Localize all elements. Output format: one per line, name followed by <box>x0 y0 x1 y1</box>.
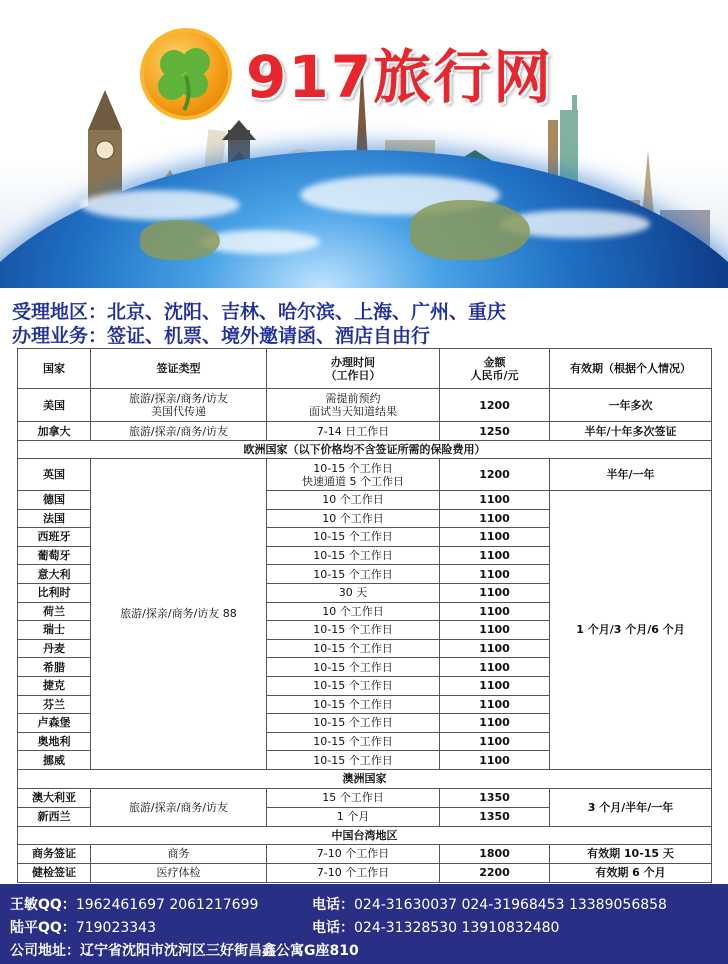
brand-title: 917旅行网 <box>246 43 554 111</box>
services-label: 办理业务： <box>12 325 108 347</box>
amount-cell: 1100 <box>440 509 550 528</box>
header-time <box>267 349 440 389</box>
time-cell: 30 天 <box>267 583 440 602</box>
amount-cell: 1100 <box>440 676 550 695</box>
contact-footer <box>0 884 728 964</box>
address-label: 公司地址： <box>10 943 80 959</box>
validity-cell: 有效期 10-15 天 <box>550 844 712 863</box>
phone-label: 电话： <box>312 897 354 913</box>
time-cell: 10-15 个工作日 <box>267 639 440 658</box>
country-cell: 加拿大 <box>18 422 91 441</box>
services-value: 签证、机票、境外邀请函、酒店自由行 <box>107 325 431 347</box>
amount-cell: 1100 <box>440 621 550 640</box>
header-country: 国家 <box>18 349 91 389</box>
amount-cell: 1350 <box>440 788 550 807</box>
country-cell: 德国 <box>18 491 91 510</box>
phone-values: 024-31328530 13910832480 <box>354 920 560 936</box>
address-value: 辽宁省沈阳市沈河区三好街昌鑫公寓G座810 <box>80 943 359 959</box>
table-row <box>18 844 712 863</box>
country-cell: 美国 <box>18 389 91 422</box>
country-cell: 西班牙 <box>18 528 91 547</box>
time-line: 10-15 个工作日 <box>313 461 393 475</box>
amount-cell: 1100 <box>440 565 550 584</box>
country-cell: 芬兰 <box>18 695 91 714</box>
type-cell: 商务 <box>91 844 267 863</box>
address-line <box>10 940 359 960</box>
time-cell: 7-14 日工作日 <box>267 422 440 441</box>
service-areas-value: 北京、沈阳、吉林、哈尔滨、上海、广州、重庆 <box>107 301 507 323</box>
header-amount-line2: 人民币/元 <box>470 368 519 382</box>
time-cell: 10-15 个工作日 <box>267 528 440 547</box>
time-cell: 7-10 个工作日 <box>267 844 440 863</box>
validity-cell: 半年/一年 <box>550 459 712 491</box>
contact-line-luping <box>10 917 156 937</box>
service-areas-label: 受理地区： <box>12 301 108 323</box>
time-line: 需提前预约 <box>325 392 381 405</box>
amount-cell: 1100 <box>440 714 550 733</box>
time-cell: 10-15 个工作日 <box>267 732 440 751</box>
contact-line-phones2 <box>312 917 559 937</box>
time-cell <box>267 389 440 422</box>
time-cell: 10 个工作日 <box>267 509 440 528</box>
amount-cell: 1350 <box>440 807 550 826</box>
amount-cell: 1100 <box>440 751 550 770</box>
header-amount-line1: 金额 <box>483 355 506 369</box>
header-validity: 有效期（根据个人情况） <box>550 349 712 389</box>
time-cell: 1 个月 <box>267 807 440 826</box>
banner <box>0 0 728 288</box>
time-cell: 10 个工作日 <box>267 602 440 621</box>
europe-type-cell: 旅游/探亲/商务/访友 88 <box>91 459 267 770</box>
phone-values: 024-31630037 024-31968453 13389056858 <box>354 897 667 913</box>
table-row <box>18 459 712 491</box>
time-cell: 10-15 个工作日 <box>267 695 440 714</box>
contact-line-phones1 <box>312 894 667 914</box>
oceania-validity-cell: 3 个月/半年/一年 <box>550 788 712 826</box>
amount-cell: 1100 <box>440 528 550 547</box>
country-cell: 英国 <box>18 459 91 491</box>
amount-cell: 1100 <box>440 602 550 621</box>
time-cell: 10-15 个工作日 <box>267 565 440 584</box>
validity-cell: 半年/十年多次签证 <box>550 422 712 441</box>
luping-qq-value: 719023343 <box>75 920 156 936</box>
country-cell: 瑞士 <box>18 621 91 640</box>
section-header-row <box>18 769 712 788</box>
time-cell: 10-15 个工作日 <box>267 658 440 677</box>
services <box>12 321 430 348</box>
type-cell: 医疗体检 <box>91 863 267 882</box>
visa-price-table <box>17 348 712 883</box>
time-cell: 10-15 个工作日 <box>267 714 440 733</box>
time-cell: 10 个工作日 <box>267 491 440 510</box>
header-time-line2: （工作日） <box>325 368 381 382</box>
time-line: 快速通道 5 个工作日 <box>302 474 404 488</box>
time-cell: 10-15 个工作日 <box>267 751 440 770</box>
wangmin-qq-value: 1962461697 2061217699 <box>75 897 259 913</box>
amount-cell: 1100 <box>440 695 550 714</box>
amount-cell: 1100 <box>440 639 550 658</box>
section-taiwan: 中国台湾地区 <box>18 826 712 844</box>
header-type: 签证类型 <box>91 349 267 389</box>
amount-cell: 1100 <box>440 658 550 677</box>
header-amount <box>440 349 550 389</box>
section-europe: 欧洲国家（以下价格均不含签证所需的保险费用） <box>18 441 712 459</box>
wangmin-qq-label: 王敏QQ： <box>10 897 76 913</box>
country-cell: 奥地利 <box>18 732 91 751</box>
time-cell: 15 个工作日 <box>267 788 440 807</box>
amount-cell: 1100 <box>440 491 550 510</box>
section-oceania: 澳洲国家 <box>18 769 712 788</box>
time-line: 面试当天知道结果 <box>309 405 397 418</box>
type-cell <box>91 389 267 422</box>
time-cell: 10-15 个工作日 <box>267 621 440 640</box>
amount-cell: 2200 <box>440 863 550 882</box>
europe-validity-cell: 1 个月/3 个月/6 个月 <box>550 491 712 770</box>
contact-line-wangmin <box>10 894 258 914</box>
type-cell: 旅游/探亲/商务/访友 <box>91 422 267 441</box>
country-cell: 新西兰 <box>18 807 91 826</box>
country-cell: 澳大利亚 <box>18 788 91 807</box>
country-cell: 法国 <box>18 509 91 528</box>
phone-label: 电话： <box>312 920 354 936</box>
country-cell: 希腊 <box>18 658 91 677</box>
country-cell: 葡萄牙 <box>18 546 91 565</box>
amount-cell: 1800 <box>440 844 550 863</box>
amount-cell: 1200 <box>440 459 550 491</box>
section-header-row <box>18 826 712 844</box>
amount-cell: 1200 <box>440 389 550 422</box>
luping-qq-label: 陆平QQ： <box>10 920 76 936</box>
clover-logo-icon <box>140 28 232 120</box>
section-header-row <box>18 441 712 459</box>
table-row <box>18 422 712 441</box>
time-cell: 7-10 个工作日 <box>267 863 440 882</box>
service-areas <box>12 297 506 324</box>
table-row <box>18 788 712 807</box>
table-row <box>18 863 712 882</box>
type-line: 旅游/探亲/商务/访友 <box>128 392 229 405</box>
country-cell: 挪威 <box>18 751 91 770</box>
country-cell: 意大利 <box>18 565 91 584</box>
time-cell <box>267 459 440 491</box>
country-cell: 比利时 <box>18 583 91 602</box>
country-cell: 捷克 <box>18 676 91 695</box>
amount-cell: 1100 <box>440 583 550 602</box>
time-cell: 10-15 个工作日 <box>267 546 440 565</box>
country-cell: 荷兰 <box>18 602 91 621</box>
validity-cell: 一年多次 <box>550 389 712 422</box>
amount-cell: 1100 <box>440 546 550 565</box>
country-cell: 丹麦 <box>18 639 91 658</box>
amount-cell: 1250 <box>440 422 550 441</box>
table-row <box>18 389 712 422</box>
table-header-row <box>18 349 712 389</box>
country-cell: 卢森堡 <box>18 714 91 733</box>
time-cell: 10-15 个工作日 <box>267 676 440 695</box>
type-line: 美国代传递 <box>151 405 206 418</box>
country-cell: 健检签证 <box>18 863 91 882</box>
oceania-type-cell: 旅游/探亲/商务/访友 <box>91 788 267 826</box>
amount-cell: 1100 <box>440 732 550 751</box>
country-cell: 商务签证 <box>18 844 91 863</box>
header-time-line1: 办理时间 <box>331 355 375 369</box>
validity-cell: 有效期 6 个月 <box>550 863 712 882</box>
